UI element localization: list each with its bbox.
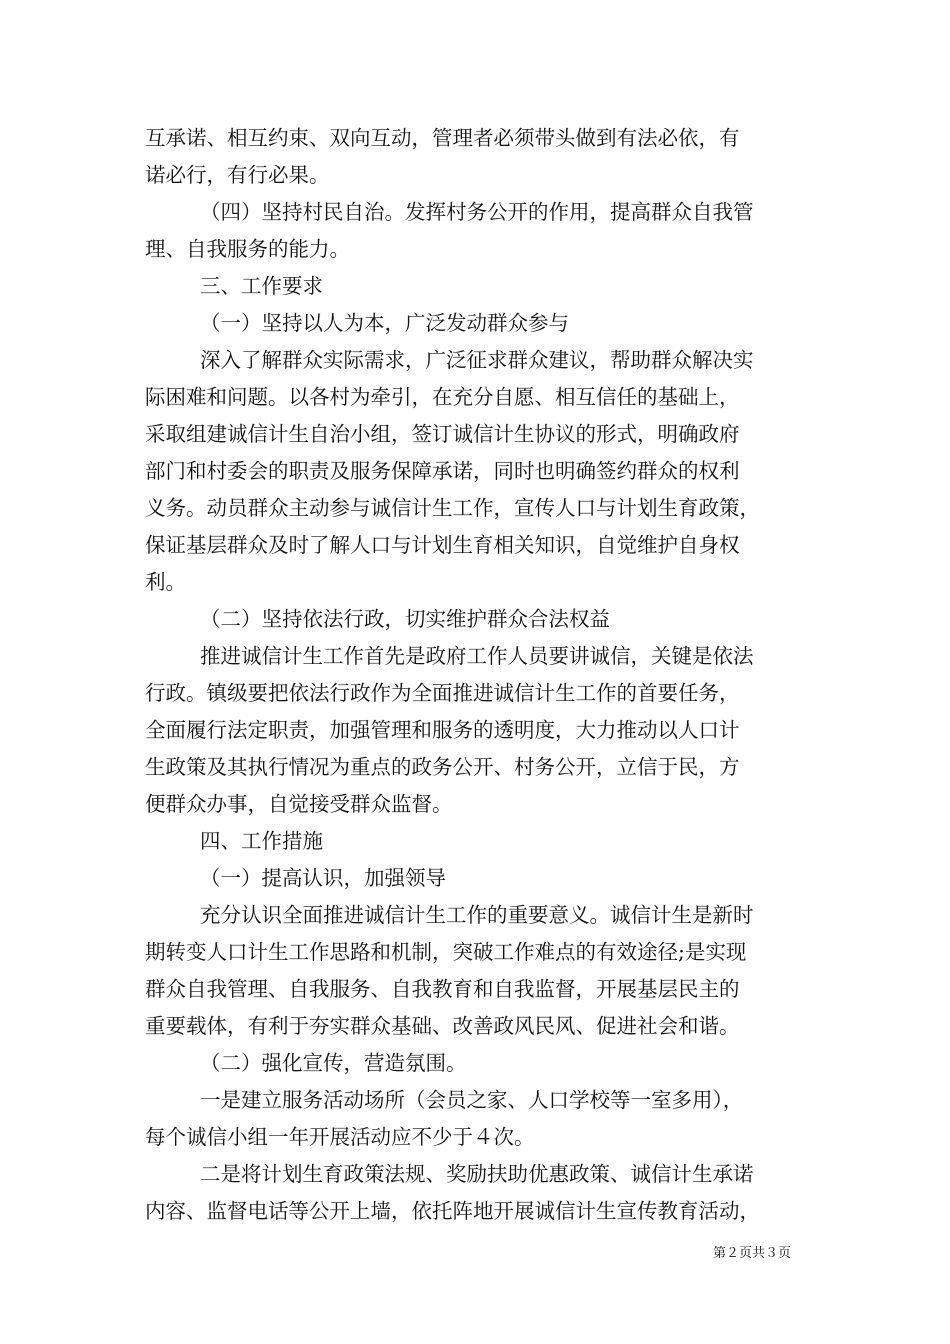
text-line: 推进诚信计生工作首先是政府工作人员要讲诚信，关键是依法 — [200, 644, 754, 668]
text-line: 互承诺、相互约束、双向互动，管理者必须带头做到有法必依，有 — [145, 126, 740, 150]
text-line: 理、自我服务的能力。 — [145, 237, 350, 261]
text-line: 四、工作措施 — [200, 829, 323, 853]
text-line: 采取组建诚信计生自治小组，签订诚信计生协议的形式，明确政府 — [145, 422, 740, 446]
text-line: 内容、监督电话等公开上墙，依托阵地开展诚信计生宣传教育活动， — [145, 1199, 760, 1223]
text-line: 每个诚信小组一年开展活动应不少于４次。 — [145, 1125, 535, 1149]
text-line: （四）坚持村民自治。发挥村务公开的作用，提高群众自我管 — [200, 200, 754, 224]
text-line: 部门和村委会的职责及服务保障承诺，同时也明确签约群众的权利 — [145, 459, 740, 483]
text-line: 一是建立服务活动场所（会员之家、人口学校等一室多用）， — [200, 1088, 744, 1112]
text-line: 利。 — [145, 570, 186, 594]
text-line: 便群众办事，自觉接受群众监督。 — [145, 792, 453, 816]
text-line: 诺必行，有行必果。 — [145, 163, 330, 187]
text-line: （一）坚持以人为本，广泛发动群众参与 — [200, 311, 569, 335]
text-line: 保证基层群众及时了解人口与计划生育相关知识，自觉维护自身权 — [145, 533, 740, 557]
text-line: 全面履行法定职责，加强管理和服务的透明度，大力推动以人口计 — [145, 718, 740, 742]
text-line: 深入了解群众实际需求，广泛征求群众建议，帮助群众解决实 — [200, 348, 754, 372]
text-line: （一）提高认识，加强领导 — [200, 866, 446, 890]
text-line: 行政。镇级要把依法行政作为全面推进诚信计生工作的首要任务， — [145, 681, 740, 705]
text-line: 期转变人口计生工作思路和机制，突破工作难点的有效途径;是实现 — [145, 940, 747, 964]
text-line: 二是将计划生育政策法规、奖励扶助优惠政策、诚信计生承诺 — [200, 1162, 754, 1186]
text-line: 义务。动员群众主动参与诚信计生工作，宣传人口与计划生育政策， — [145, 496, 760, 520]
page-number: 第２页共３页 — [713, 1246, 792, 1261]
text-line: （二）强化宣传，营造氛围。 — [200, 1051, 467, 1075]
text-line: 三、工作要求 — [200, 274, 323, 298]
text-line: 际困难和问题。以各村为牵引，在充分自愿、相互信任的基础上， — [145, 385, 740, 409]
text-line: 生政策及其执行情况为重点的政务公开、村务公开，立信于民，方 — [145, 755, 740, 779]
text-line: （二）坚持依法行政，切实维护群众合法权益 — [200, 607, 610, 631]
document-body — [145, 120, 825, 1230]
text-line: 群众自我管理、自我服务、自我教育和自我监督，开展基层民主的 — [145, 977, 740, 1001]
text-line: 充分认识全面推进诚信计生工作的重要意义。诚信计生是新时 — [200, 903, 754, 927]
text-line: 重要载体，有利于夯实群众基础、改善政风民风、促进社会和谐。 — [145, 1014, 740, 1038]
